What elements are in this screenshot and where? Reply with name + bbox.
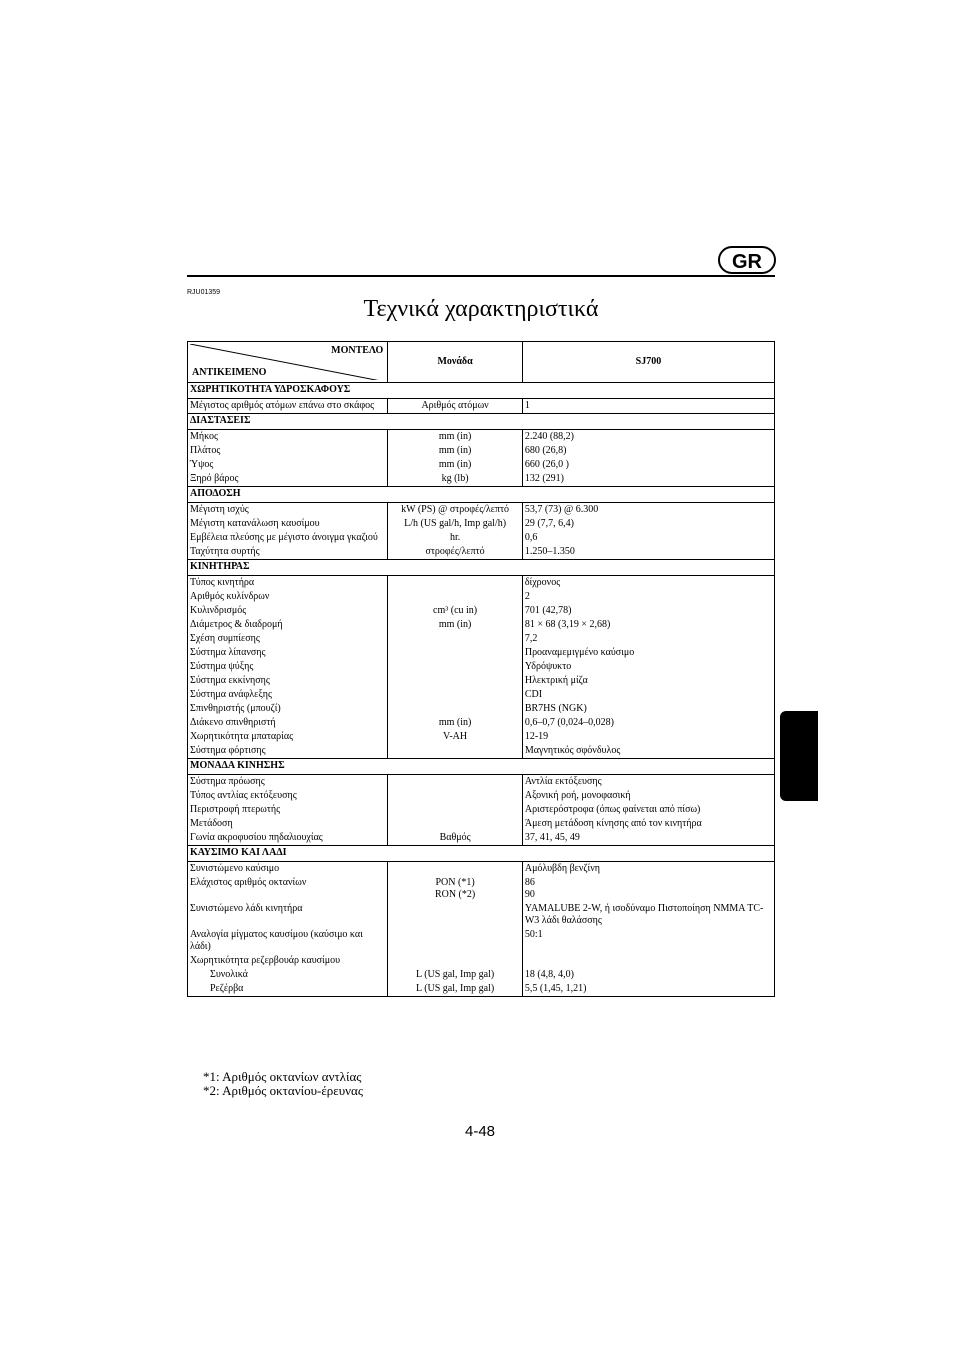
spec-unit xyxy=(388,688,523,702)
table-row xyxy=(188,674,775,688)
table-row xyxy=(188,730,775,744)
section-title: ΔΙΑΣΤΑΣΕΙΣ xyxy=(188,414,775,430)
spec-unit xyxy=(388,789,523,803)
spec-item: Σύστημα λίπανσης xyxy=(188,646,388,660)
section-header-row xyxy=(188,414,775,430)
table-row xyxy=(188,503,775,518)
spec-item: Μέγιστη ισχύς xyxy=(188,503,388,518)
spec-unit: mm (in) xyxy=(388,430,523,445)
section-header-row xyxy=(188,759,775,775)
spec-unit xyxy=(388,660,523,674)
specifications-table xyxy=(187,341,775,997)
spec-item: Αριθμός κυλίνδρων xyxy=(188,590,388,604)
table-row xyxy=(188,604,775,618)
table-row xyxy=(188,831,775,846)
spec-value: 1.250–1.350 xyxy=(522,545,774,560)
spec-item: Πλάτος xyxy=(188,444,388,458)
chapter-side-tab xyxy=(780,711,818,801)
table-row xyxy=(188,688,775,702)
table-row xyxy=(188,803,775,817)
spec-item: Σύστημα ανάφλεξης xyxy=(188,688,388,702)
table-row xyxy=(188,399,775,414)
spec-item: Σύστημα εκκίνησης xyxy=(188,674,388,688)
section-title: ΜΟΝΑΔΑ ΚΙΝΗΣΗΣ xyxy=(188,759,775,775)
spec-unit: hr. xyxy=(388,531,523,545)
spec-unit: V-AH xyxy=(388,730,523,744)
spec-value: 132 (291) xyxy=(522,472,774,487)
section-title: ΚΑΥΣΙΜΟ ΚΑΙ ΛΑΔΙ xyxy=(188,846,775,862)
spec-item: Χωρητικότητα ρεζερβουάρ καυσίμου xyxy=(188,954,388,968)
section-title: ΧΩΡΗΤΙΚΟΤΗΤΑ ΥΔΡΟΣΚΑΦΟΥΣ xyxy=(188,383,775,399)
spec-item: Περιστροφή πτερωτής xyxy=(188,803,388,817)
spec-value: 18 (4,8, 4,0) xyxy=(522,968,774,982)
table-row xyxy=(188,789,775,803)
table-row xyxy=(188,590,775,604)
spec-unit xyxy=(388,775,523,790)
language-badge: GR xyxy=(718,246,776,274)
spec-unit: Βαθμός xyxy=(388,831,523,846)
spec-unit xyxy=(388,902,523,928)
spec-unit xyxy=(388,954,523,968)
spec-value: 29 (7,7, 6,4) xyxy=(522,517,774,531)
table-header-row xyxy=(188,342,775,383)
spec-value xyxy=(522,954,774,968)
spec-unit: kW (PS) @ στροφές/λεπτό xyxy=(388,503,523,518)
spec-value: Αξονική ροή, μονοφασική xyxy=(522,789,774,803)
spec-unit: PON (*1) RON (*2) xyxy=(388,876,523,902)
table-row xyxy=(188,775,775,790)
table-row xyxy=(188,876,775,902)
spec-item: Ταχύτητα συρτής xyxy=(188,545,388,560)
page-number: 4-48 xyxy=(464,1123,496,1140)
spec-value: Αντλία εκτόξευσης xyxy=(522,775,774,790)
spec-item: Σύστημα ψύξης xyxy=(188,660,388,674)
footnote-1: *1: Αριθμός οκτανίων αντλίας xyxy=(203,1069,362,1084)
spec-value: 2.240 (88,2) xyxy=(522,430,774,445)
spec-value: Υδρόψυκτο xyxy=(522,660,774,674)
table-row xyxy=(188,902,775,928)
spec-value: Ηλεκτρική μίζα xyxy=(522,674,774,688)
spec-item: Κυλινδρισμός xyxy=(188,604,388,618)
table-row xyxy=(188,862,775,877)
spec-item xyxy=(188,982,388,997)
table-row xyxy=(188,632,775,646)
spec-unit: mm (in) xyxy=(388,444,523,458)
spec-unit: mm (in) xyxy=(388,458,523,472)
spec-unit: Αριθμός ατόμων xyxy=(388,399,523,414)
table-row xyxy=(188,444,775,458)
spec-value: YAMALUBE 2-W, ή ισοδύναμο Πιστοποίηση NMMA TC-W3 λάδι θαλάσσης xyxy=(522,902,774,928)
spec-unit xyxy=(388,632,523,646)
spec-item-label: Συνολικά xyxy=(210,969,248,980)
spec-item: Συνιστώμενο καύσιμο xyxy=(188,862,388,877)
spec-value: 2 xyxy=(522,590,774,604)
spec-unit xyxy=(388,803,523,817)
table-row xyxy=(188,817,775,831)
table-row xyxy=(188,702,775,716)
spec-item: Διάκενο σπινθηριστή xyxy=(188,716,388,730)
spec-unit: mm (in) xyxy=(388,618,523,632)
header-diagonal-cell xyxy=(188,342,388,383)
table-row xyxy=(188,576,775,591)
spec-unit xyxy=(388,590,523,604)
table-row xyxy=(188,716,775,730)
spec-value: CDI xyxy=(522,688,774,702)
spec-item: Συνιστώμενο λάδι κινητήρα xyxy=(188,902,388,928)
spec-item: Τύπος αντλίας εκτόξευσης xyxy=(188,789,388,803)
spec-item: Γωνία ακροφυσίου πηδαλιουχίας xyxy=(188,831,388,846)
spec-value: 53,7 (73) @ 6.300 xyxy=(522,503,774,518)
spec-item xyxy=(188,968,388,982)
table-row xyxy=(188,618,775,632)
header-rule xyxy=(187,275,775,277)
spec-value: 1 xyxy=(522,399,774,414)
spec-value: 0,6–0,7 (0,024–0,028) xyxy=(522,716,774,730)
spec-unit: L (US gal, Imp gal) xyxy=(388,968,523,982)
spec-value: Άμεση μετάδοση κίνησης από τον κινητήρα xyxy=(522,817,774,831)
spec-unit xyxy=(388,817,523,831)
spec-value: δίχρονος xyxy=(522,576,774,591)
spec-item: Σύστημα φόρτισης xyxy=(188,744,388,759)
spec-unit: mm (in) xyxy=(388,716,523,730)
spec-item: Σύστημα πρόωσης xyxy=(188,775,388,790)
spec-item-label: Ρεζέρβα xyxy=(210,983,244,994)
spec-unit: στροφές/λεπτό xyxy=(388,545,523,560)
spec-unit: L (US gal, Imp gal) xyxy=(388,982,523,997)
reference-code: RJU01359 xyxy=(187,289,221,296)
spec-unit: kg (lb) xyxy=(388,472,523,487)
spec-item: Ξηρό βάρος xyxy=(188,472,388,487)
spec-item: Εμβέλεια πλεύσης με μέγιστο άνοιγμα γκαζιού xyxy=(188,531,388,545)
spec-item: Ελάχιστος αριθμός οκτανίων xyxy=(188,876,388,902)
spec-item: Διάμετρος & διαδρομή xyxy=(188,618,388,632)
spec-item: Μήκος xyxy=(188,430,388,445)
spec-unit xyxy=(388,702,523,716)
model-label: ΜΟΝΤΕΛΟ xyxy=(331,345,384,356)
spec-value: 7,2 xyxy=(522,632,774,646)
spec-unit: cm³ (cu in) xyxy=(388,604,523,618)
section-title: ΚΙΝΗΤΗΡΑΣ xyxy=(188,560,775,576)
spec-item: Σπινθηριστής (μπουζί) xyxy=(188,702,388,716)
section-header-row xyxy=(188,487,775,503)
spec-value: Μαγνητικός σφόνδυλος xyxy=(522,744,774,759)
spec-value: 37, 41, 45, 49 xyxy=(522,831,774,846)
spec-value: 0,6 xyxy=(522,531,774,545)
section-header-row xyxy=(188,383,775,399)
spec-item: Μέγιστη κατανάλωση καυσίμου xyxy=(188,517,388,531)
table-row xyxy=(188,545,775,560)
table-row xyxy=(188,646,775,660)
table-row xyxy=(188,982,775,997)
spec-value: Προαναμεμιγμένο καύσιμο xyxy=(522,646,774,660)
spec-value: 5,5 (1,45, 1,21) xyxy=(522,982,774,997)
table-row xyxy=(188,928,775,954)
model-value-header: SJ700 xyxy=(522,342,774,383)
table-row xyxy=(188,968,775,982)
spec-item: Αναλογία μίγματος καυσίμου (καύσιμο και λάδι) xyxy=(188,928,388,954)
page-title: Τεχνικά χαρακτηριστικά xyxy=(363,296,599,322)
spec-value: 701 (42,78) xyxy=(522,604,774,618)
unit-header: Μονάδα xyxy=(388,342,523,383)
spec-value: 86 90 xyxy=(522,876,774,902)
spec-unit xyxy=(388,576,523,591)
table-row xyxy=(188,430,775,445)
spec-value: 50:1 xyxy=(522,928,774,954)
section-header-row xyxy=(188,560,775,576)
spec-value: 12-19 xyxy=(522,730,774,744)
spec-unit xyxy=(388,928,523,954)
spec-value: 680 (26,8) xyxy=(522,444,774,458)
spec-value: Αμόλυβδη βενζίνη xyxy=(522,862,774,877)
spec-item: Μέγιστος αριθμός ατόμων επάνω στο σκάφος xyxy=(188,399,388,414)
spec-unit xyxy=(388,674,523,688)
table-row xyxy=(188,517,775,531)
spec-item: Σχέση συμπίεσης xyxy=(188,632,388,646)
item-label: ΑΝΤΙΚΕΙΜΕΝΟ xyxy=(192,367,267,378)
spec-item: Μετάδοση xyxy=(188,817,388,831)
table-row xyxy=(188,531,775,545)
spec-value: 660 (26,0 ) xyxy=(522,458,774,472)
spec-unit xyxy=(388,862,523,877)
spec-unit xyxy=(388,744,523,759)
table-row xyxy=(188,954,775,968)
spec-value: BR7HS (NGK) xyxy=(522,702,774,716)
spec-unit: L/h (US gal/h, Imp gal/h) xyxy=(388,517,523,531)
spec-unit xyxy=(388,646,523,660)
table-row xyxy=(188,744,775,759)
footnote-2: *2: Αριθμός οκτανίου-έρευνας xyxy=(203,1083,364,1098)
section-title: ΑΠΟΔΟΣΗ xyxy=(188,487,775,503)
spec-item: Τύπος κινητήρα xyxy=(188,576,388,591)
spec-item: Χωρητικότητα μπαταρίας xyxy=(188,730,388,744)
table-row xyxy=(188,458,775,472)
spec-item: Ύψος xyxy=(188,458,388,472)
footnotes xyxy=(203,1070,363,1098)
table-row xyxy=(188,660,775,674)
table-row xyxy=(188,472,775,487)
spec-value: Αριστερόστροφα (όπως φαίνεται από πίσω) xyxy=(522,803,774,817)
spec-value: 81 × 68 (3,19 × 2,68) xyxy=(522,618,774,632)
section-header-row xyxy=(188,846,775,862)
